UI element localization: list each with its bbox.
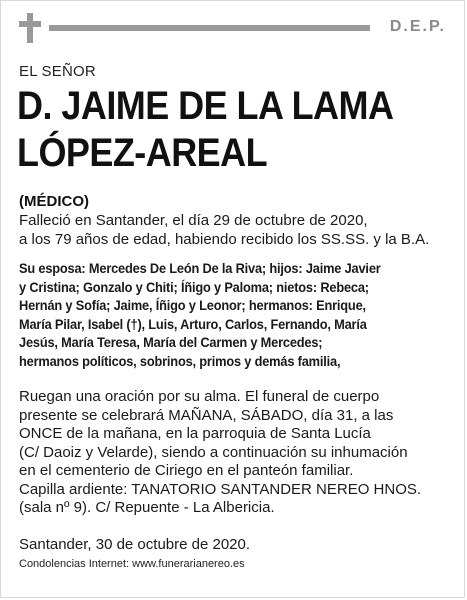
condolences-line: Condolencias Internet: www.funerarianereo.es (19, 558, 245, 570)
family-list: Su esposa: Mercedes De León De la Riva; hijos: Jaime Javier y Cristina; Gonzalo y Chiti; Íñigo y Paloma; nietos: Rebeca; Hernán y Sofía; Jaime, Íñigo y Leonor; hermanos: Enrique, María Pilar, Isabel (†), Luis, Arturo, Carlos, Fernando, María Jesús, María Teresa, María del Carmen y Mercedes; hermanos políticos, sobrinos, primos y demás familia, (19, 260, 381, 369)
header-divider (49, 25, 370, 31)
notice-header (19, 13, 446, 45)
death-statement: Falleció en Santander, el día 29 de octubre de 2020, a los 79 años de edad, habiendo recibido los SS.SS. y la B.A. (19, 212, 430, 248)
notice-date: Santander, 30 de octubre de 2020. (19, 536, 251, 553)
profession: (MÉDICO) (19, 193, 89, 210)
cross-horizontal-bar (19, 21, 41, 27)
deceased-name (17, 83, 413, 177)
deceased-name-line-2: LÓPEZ-AREAL (17, 131, 268, 175)
cross-vertical-bar (27, 13, 33, 43)
pre-title: EL SEÑOR (19, 63, 96, 80)
dep-label: D.E.P. (389, 18, 446, 35)
funeral-details: Ruegan una oración por su alma. El funeral de cuerpo presente se celebrará MAÑANA, SÁBADO, día 31, a las ONCE de la mañana, en la parroquia de Santa Lucía (C/ Daoiz y Velarde), siendo a continuación su inhumación en el cementerio de Ciriego en el panteón familiar. Capilla ardiente: TANATORIO SANTANDER NEREO HNOS. (sala nº 9). C/ Repuente - La Albericia. (19, 388, 422, 516)
deceased-name-line-1: D. JAIME DE LA LAMA (17, 84, 394, 128)
latin-cross-icon (19, 13, 41, 43)
